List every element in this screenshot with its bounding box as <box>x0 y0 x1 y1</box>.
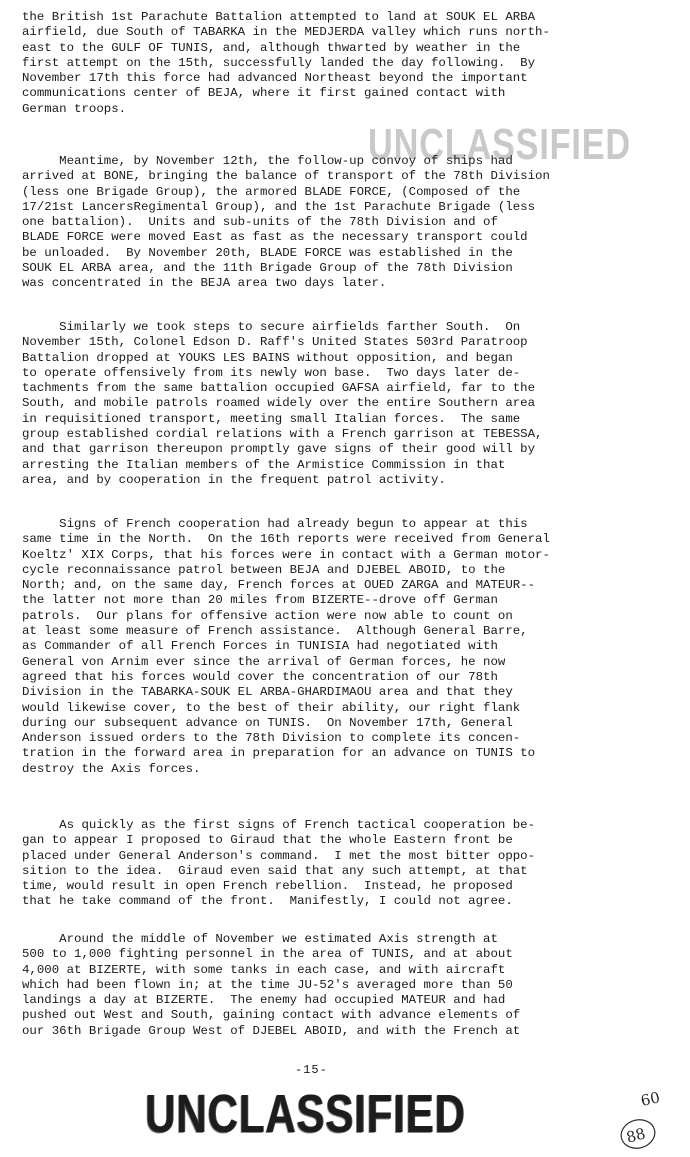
paragraph-3 <box>22 320 582 488</box>
text-line: area, and by cooperation in the frequent patrol activity. <box>22 472 446 487</box>
unclassified-stamp-faint: UNCLASSIFIED <box>368 120 631 169</box>
text-line: Koeltz' XIX Corps, that his forces were in contact with a German motor- <box>22 547 550 562</box>
text-line: pushed out West and South, gaining contact with advance elements of <box>22 1008 521 1023</box>
text-line: General von Arnim ever since the arrival of German forces, he now <box>22 654 506 669</box>
text-line: tration in the forward area in preparation for an advance on TUNIS to <box>22 746 536 761</box>
text-line: be unloaded. By November 20th, BLADE FORCE was established in the <box>22 245 513 260</box>
handwritten-page-marks <box>614 1088 668 1156</box>
text-line: arrived at BONE, bringing the balance of transport of the 78th Division <box>22 169 550 184</box>
text-line: SOUK EL ARBA area, and the 11th Brigade Group of the 78th Division <box>22 261 513 276</box>
text-line: landings a day at BIZERTE. The enemy had occupied MATEUR and had <box>22 993 506 1008</box>
text-line: was concentrated in the BEJA area two days later. <box>22 276 387 291</box>
text-line: communications center of BEJA, where it first gained contact with <box>22 86 506 101</box>
text-line: placed under General Anderson's command. I met the most bitter oppo- <box>22 848 536 863</box>
text-line: Division in the TABARKA-SOUK EL ARBA-GHARDIMAOU area and that they <box>22 685 513 700</box>
text-line: sition to the idea. Giraud even said that any such attempt, at that <box>22 863 528 878</box>
text-line: 17/21st LancersRegimental Group), and the 1st Parachute Brigade (less <box>22 199 536 214</box>
text-line: (less one Brigade Group), the armored BLADE FORCE, (Composed of the <box>22 184 521 199</box>
text-line: 4,000 at BIZERTE, with some tanks in each case, and with aircraft <box>22 962 506 977</box>
text-line: and that garrison thereupon promptly gave signs of their good will by <box>22 442 536 457</box>
text-line: BLADE FORCE were moved East as fast as the necessary transport could <box>22 230 528 245</box>
text-line: that he take command of the front. Manifestly, I could not agree. <box>22 894 513 909</box>
text-line: South, and mobile patrols roamed widely over the entire Southern area <box>22 396 536 411</box>
text-line: agreed that his forces would cover the concentration of our 78th <box>22 669 498 684</box>
text-line: east to the GULF OF TUNIS, and, although thwarted by weather in the <box>22 40 521 55</box>
text-line: the latter not more than 20 miles from BIZERTE--drove off German <box>22 593 498 608</box>
text-line: 500 to 1,000 fighting personnel in the area of TUNIS, and at about <box>22 947 513 962</box>
text-line: our 36th Brigade Group West of DJEBEL ABOID, and with the French at <box>22 1023 521 1038</box>
paragraph-1 <box>22 10 582 117</box>
text-line: time, would result in open French rebellion. Instead, he proposed <box>22 879 513 894</box>
text-line: November 15th, Colonel Edson D. Raff's United States 503rd Paratroop <box>22 335 528 350</box>
text-line: Meantime, by November 12th, the follow-up convoy of ships had <box>22 154 513 168</box>
text-line: November 17th this force had advanced Northeast beyond the important <box>22 71 528 86</box>
text-line: same time in the North. On the 16th reports were received from General <box>22 532 550 547</box>
text-line: would likewise cover, to the best of their ability, our right flank <box>22 700 521 715</box>
text-line: cycle reconnaissance patrol between BEJA and DJEBEL ABOID, to the <box>22 562 506 577</box>
paragraph-4 <box>22 517 582 777</box>
text-line: tachments from the same battalion occupied GAFSA airfield, far to the <box>22 381 536 396</box>
text-line: gan to appear I proposed to Giraud that the whole Eastern front be <box>22 833 513 848</box>
text-line: one battalion). Units and sub-units of the 78th Division and of <box>22 215 498 230</box>
text-line: Around the middle of November we estimated Axis strength at <box>22 932 498 946</box>
page-number: -15- <box>295 1063 328 1077</box>
text-line: German troops. <box>22 101 127 116</box>
text-line: at least some measure of French assistance. Although General Barre, <box>22 624 528 639</box>
unclassified-stamp: UNCLASSIFIED <box>145 1084 466 1144</box>
text-line: North; and, on the same day, French forces at OUED ZARGA and MATEUR-- <box>22 578 536 593</box>
handwritten-number-top: 60 <box>639 1088 662 1110</box>
text-line: airfield, due South of TABARKA in the MEDJERDA valley which runs north- <box>22 25 550 40</box>
text-line: during our subsequent advance on TUNIS. On November 17th, General <box>22 715 513 730</box>
text-line: As quickly as the first signs of French tactical cooperation be- <box>22 818 536 832</box>
text-line: first attempt on the 15th, successfully landed the day following. By <box>22 55 536 70</box>
text-line: Battalion dropped at YOUKS LES BAINS without opposition, and began <box>22 350 513 365</box>
text-line: patrols. Our plans for offensive action were now able to count on <box>22 608 513 623</box>
text-line: as Commander of all French Forces in TUNISIA had negotiated with <box>22 639 498 654</box>
text-line: Anderson issued orders to the 78th Division to complete its concen- <box>22 731 521 746</box>
text-line: which had been flown in; at the time JU-52's averaged more than 50 <box>22 977 513 992</box>
handwritten-number-bottom: 88 <box>624 1124 648 1147</box>
text-line: group established cordial relations with a French garrison at TEBESSA, <box>22 427 543 442</box>
text-line: Signs of French cooperation had already begun to appear at this <box>22 517 528 531</box>
text-line: Similarly we took steps to secure airfields farther South. On <box>22 320 521 334</box>
text-line: arresting the Italian members of the Armistice Commission in that <box>22 457 506 472</box>
text-line: to operate offensively from its newly won base. Two days later de- <box>22 365 521 380</box>
paragraph-2 <box>22 154 582 292</box>
text-line: destroy the Axis forces. <box>22 761 201 776</box>
text-line: the British 1st Parachute Battalion attempted to land at SOUK EL ARBA <box>22 10 536 24</box>
paragraph-5 <box>22 818 582 910</box>
text-line: in requisitioned transport, meeting small Italian forces. The same <box>22 411 521 426</box>
paragraph-6 <box>22 932 582 1039</box>
